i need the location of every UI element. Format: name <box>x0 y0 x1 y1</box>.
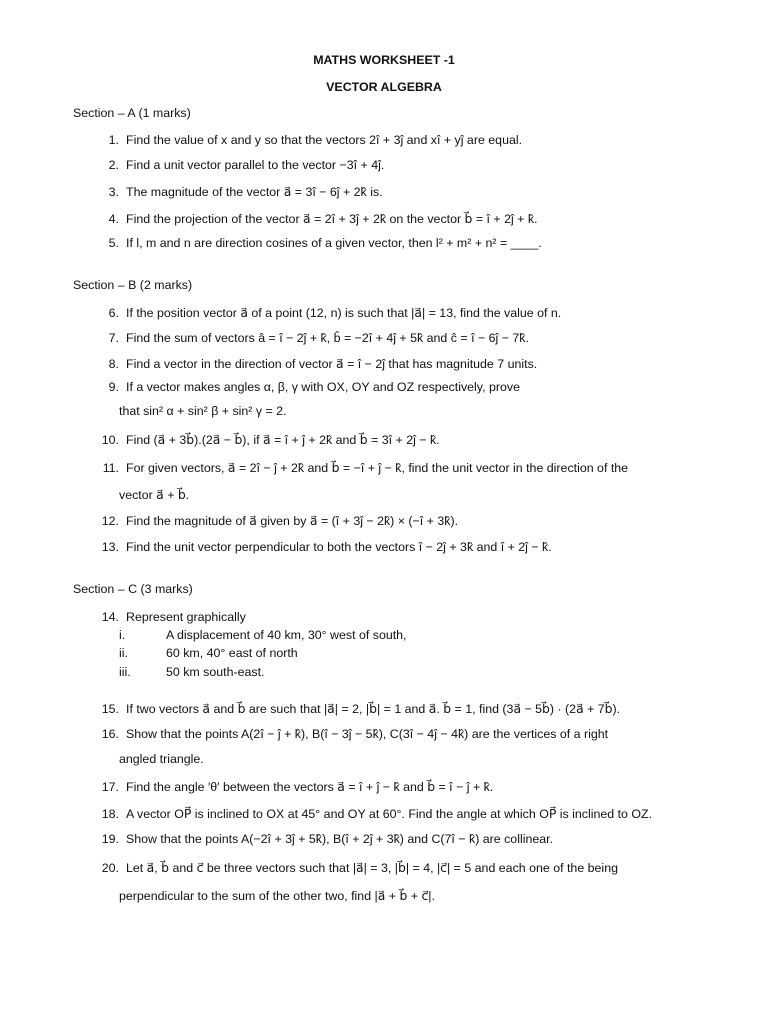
question-8 <box>92 356 712 371</box>
question-number: 2. <box>108 158 119 172</box>
question-text: Find a vector in the direction of vector a⃗ = î − 2ĵ that has magnitude 7 units. <box>126 357 538 371</box>
question-text: Find the sum of vectors â = î − 2ĵ + k̂, b̂ = −2î + 4ĵ + 5k̂ and ĉ = î − 6ĵ − 7k̂. <box>126 331 529 345</box>
subitem-text: 60 km, 40° east of north <box>166 646 298 660</box>
question-9-continuation: that sin² α + sin² β + sin² γ = 2. <box>119 404 287 418</box>
question-4 <box>92 211 712 226</box>
question-number: 17. <box>101 780 119 794</box>
section-b-heading: Section – B (2 marks) <box>73 278 193 292</box>
question-number: 11. <box>102 461 119 475</box>
question-1 <box>92 133 712 147</box>
question-text: A vector OP⃗ is inclined to OX at 45° and OY at 60°. Find the angle at which OP⃗ is inclined to OZ. <box>126 807 653 821</box>
subitem-text: A displacement of 40 km, 30° west of south, <box>166 628 407 642</box>
question-number: 15. <box>101 702 119 716</box>
question-text: Find the projection of the vector a⃗ = 2î + 3ĵ + 2k̂ on the vector b⃗ = î + 2ĵ + k̂. <box>126 212 538 226</box>
question-text: For given vectors, a⃗ = 2î − ĵ + 2k̂ and b⃗ = −î + ĵ − k̂, find the unit vector in the direction of the <box>126 461 629 475</box>
question-16-continuation: angled triangle. <box>119 752 204 766</box>
question-number: 3. <box>108 185 119 199</box>
question-number: 14. <box>101 610 119 624</box>
question-text: Find the angle ′θ′ between the vectors a⃗ = î + ĵ − k̂ and b⃗ = î − ĵ + k̂. <box>126 780 494 794</box>
question-number: 18. <box>101 807 119 821</box>
question-6 <box>92 305 712 320</box>
question-3 <box>92 184 712 199</box>
question-number: 10. <box>101 433 119 447</box>
subitem-text: 50 km south-east. <box>166 665 265 679</box>
question-text: Show that the points A(−2î + 3ĵ + 5k̂), B(î + 2ĵ + 3k̂) and C(7î − k̂) are collinear. <box>126 832 554 846</box>
question-number: 19. <box>101 832 119 846</box>
question-number: 16. <box>101 727 119 741</box>
question-number: 20. <box>101 861 119 875</box>
question-number: 13. <box>101 540 119 554</box>
question-text: Represent graphically <box>126 610 246 624</box>
question-number: 1. <box>108 133 119 147</box>
question-14 <box>92 610 712 624</box>
question-13 <box>92 540 712 554</box>
question-text: Find the magnitude of a⃗ given by a⃗ = (î + 3ĵ − 2k̂) × (−î + 3k̂). <box>126 514 459 528</box>
question-17 <box>92 779 712 794</box>
question-10 <box>92 432 712 447</box>
question-text: Let a⃗, b⃗ and c⃗ be three vectors such that |a⃗| = 3, |b⃗| = 4, |c⃗| = 5 and each one of the being <box>126 861 618 875</box>
section-a-heading: Section – A (1 marks) <box>73 106 191 120</box>
section-c-heading: Section – C (3 marks) <box>73 582 193 596</box>
question-7 <box>92 331 712 345</box>
question-number: 9. <box>108 380 119 394</box>
question-text: If l, m and n are direction cosines of a given vector, then l² + m² + n² = ____. <box>126 236 542 250</box>
question-number: 5. <box>108 236 119 250</box>
question-18 <box>92 806 712 821</box>
question-text: Find the unit vector perpendicular to both the vectors î − 2ĵ + 3k̂ and î + 2ĵ − k̂. <box>126 540 552 554</box>
question-text: Find a unit vector parallel to the vector −3î + 4ĵ. <box>126 158 385 172</box>
question-text: If two vectors a⃗ and b⃗ are such that |a⃗| = 2, |b⃗| = 1 and a⃗. b⃗ = 1, find (3a⃗ − 5b⃗) · (2a⃗ + 7b⃗). <box>126 702 621 716</box>
subitem-numeral: iii. <box>119 665 131 679</box>
question-16 <box>92 727 712 741</box>
question-text: If a vector makes angles α, β, γ with OX, OY and OZ respectively, prove <box>126 380 520 394</box>
question-text: Find (a⃗ + 3b⃗).(2a⃗ − b⃗), if a⃗ = î + ĵ + 2k̂ and b⃗ = 3î + 2ĵ − k̂. <box>126 433 440 447</box>
question-20 <box>92 860 712 875</box>
subitem-numeral: i. <box>119 628 126 642</box>
question-9 <box>92 380 712 394</box>
worksheet-subtitle: VECTOR ALGEBRA <box>326 80 442 94</box>
worksheet-title: MATHS WORKSHEET -1 <box>313 53 455 67</box>
question-number: 7. <box>108 331 119 345</box>
question-12 <box>92 513 712 528</box>
subitem-numeral: ii. <box>119 646 128 660</box>
question-20-continuation: perpendicular to the sum of the other two, find |a⃗ + b⃗ + c⃗|. <box>119 889 435 903</box>
question-text: Find the value of x and y so that the vectors 2î + 3ĵ and xî + yĵ are equal. <box>126 133 523 147</box>
question-2 <box>92 158 712 172</box>
question-number: 4. <box>108 212 119 226</box>
question-11 <box>92 460 712 475</box>
question-11-continuation: vector a⃗ + b⃗. <box>119 488 190 502</box>
question-19 <box>92 832 712 846</box>
question-15 <box>92 701 712 716</box>
question-5 <box>92 236 712 250</box>
question-number: 6. <box>108 306 119 320</box>
question-text: Show that the points A(2î − ĵ + k̂), B(î − 3ĵ − 5k̂), C(3î − 4ĵ − 4k̂) are the vertices of a right <box>126 727 609 741</box>
question-text: The magnitude of the vector a⃗ = 3î − 6ĵ + 2k̂ is. <box>126 185 383 199</box>
question-number: 8. <box>108 357 119 371</box>
question-number: 12. <box>101 514 119 528</box>
question-text: If the position vector a⃗ of a point (12, n) is such that |a⃗| = 13, find the value of n. <box>126 306 562 320</box>
